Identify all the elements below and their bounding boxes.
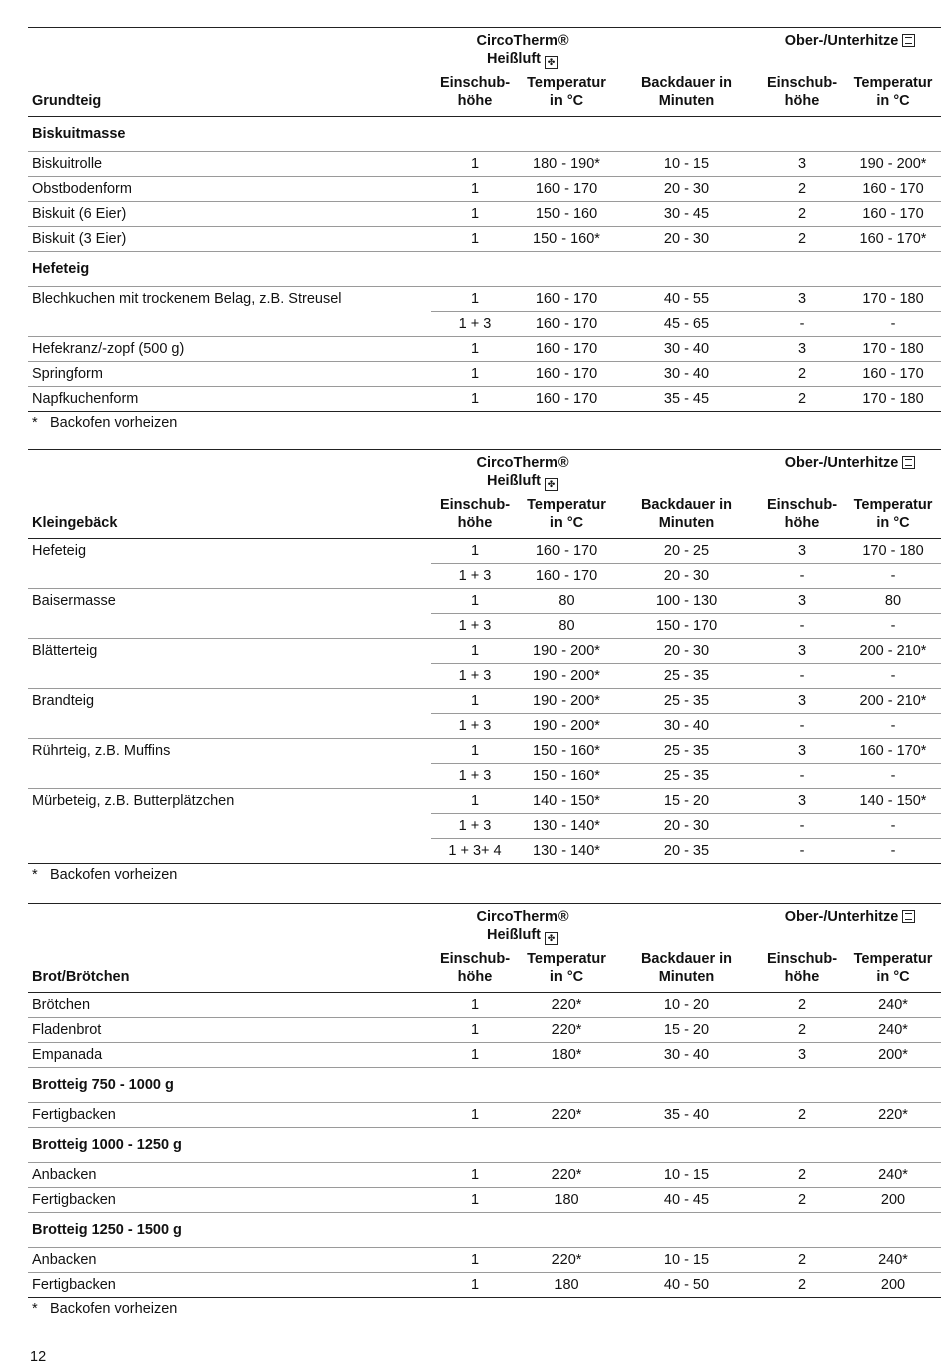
row-label: Napfkuchenform [28, 387, 431, 412]
cell-value: - [845, 764, 941, 789]
cell-value: 1 + 3 [431, 564, 519, 589]
table-row [28, 1273, 941, 1298]
table-body [28, 539, 941, 864]
cell-value: 150 - 160* [519, 227, 614, 252]
ober-unterhitze-label: Ober-/Unterhitze [784, 909, 899, 925]
circotherm-label: CircoTherm® [476, 909, 569, 925]
group-heading: Brotteig 750 - 1000 g [28, 1068, 941, 1103]
cell-value: 25 - 35 [614, 739, 759, 764]
cell-value: 220* [519, 1163, 614, 1188]
cell-value: 200 [845, 1188, 941, 1213]
cell-value: 1 [431, 789, 519, 814]
table-row [28, 1103, 941, 1128]
cell-value: 1 + 3+ 4 [431, 839, 519, 864]
table [28, 449, 941, 864]
cell-value: 2 [759, 1188, 845, 1213]
cell-value: 1 [431, 993, 519, 1018]
cell-value: 160 - 170 [519, 539, 614, 564]
cell-value: 20 - 25 [614, 539, 759, 564]
table-row [28, 564, 941, 589]
table-row [28, 202, 941, 227]
cell-value: 1 [431, 539, 519, 564]
cell-value: 150 - 160* [519, 739, 614, 764]
table-row [28, 1018, 941, 1043]
table-row [28, 789, 941, 814]
row-label [28, 764, 431, 789]
cell-value: 240* [845, 1163, 941, 1188]
cell-value: 220* [519, 993, 614, 1018]
cell-value: 160 - 170 [845, 202, 941, 227]
table-row [28, 337, 941, 362]
cell-value: 150 - 160* [519, 764, 614, 789]
fan-icon: ✤ [545, 932, 558, 945]
baking-table-brot [28, 903, 941, 1318]
table-row [28, 1248, 941, 1273]
cell-value: - [759, 564, 845, 589]
baking-table-grundteig [28, 27, 941, 432]
cell-value: 2 [759, 362, 845, 387]
cell-value: 35 - 40 [614, 1103, 759, 1128]
cell-value: 40 - 50 [614, 1273, 759, 1298]
cell-value: 10 - 15 [614, 152, 759, 177]
cell-value: 160 - 170 [519, 287, 614, 312]
cell-value: 1 + 3 [431, 664, 519, 689]
cell-value: 100 - 130 [614, 589, 759, 614]
cell-value: 160 - 170 [519, 387, 614, 412]
group-heading: Biskuitmasse [28, 117, 941, 152]
table-row [28, 312, 941, 337]
row-label: Blechkuchen mit trockenem Belag, z.B. Streusel [32, 291, 342, 308]
row-label: Brandteig [32, 693, 95, 710]
row-label: Rührteig, z.B. Muffins [32, 743, 171, 760]
table-row [28, 1188, 941, 1213]
table-row [28, 814, 941, 839]
cell-value: 190 - 200* [519, 639, 614, 664]
table-row [28, 739, 941, 764]
cell-value: 2 [759, 1018, 845, 1043]
col-temp-ober: Temperatur in °C [853, 497, 933, 531]
cell-value: 20 - 35 [614, 839, 759, 864]
cell-value: 3 [759, 539, 845, 564]
cell-value: 160 - 170 [519, 362, 614, 387]
row-label [28, 714, 431, 739]
cell-value: 1 [431, 1163, 519, 1188]
cell-value: 80 [519, 589, 614, 614]
col-temp-ober: Temperatur in °C [853, 951, 933, 985]
cell-value: 190 - 200* [519, 689, 614, 714]
row-label: Fertigbacken [28, 1273, 431, 1298]
cell-value: 80 [519, 614, 614, 639]
row-label [28, 614, 431, 639]
cell-value: 3 [759, 789, 845, 814]
cell-value: 240* [845, 993, 941, 1018]
cell-value: 130 - 140* [519, 814, 614, 839]
row-label: Mürbeteig, z.B. Butterplätzchen [32, 793, 235, 810]
cell-value: 180 - 190* [519, 152, 614, 177]
cell-value: - [845, 839, 941, 864]
cell-value: 15 - 20 [614, 789, 759, 814]
table [28, 903, 941, 1298]
cell-value: 1 + 3 [431, 312, 519, 337]
cell-value: 3 [759, 689, 845, 714]
cell-value: 40 - 45 [614, 1188, 759, 1213]
cell-value: 30 - 40 [614, 1043, 759, 1068]
cell-value: 3 [759, 639, 845, 664]
ober-unterhitze-label: Ober-/Unterhitze [784, 33, 899, 49]
cell-value: 1 [431, 227, 519, 252]
table-row [28, 1043, 941, 1068]
cell-value: 200 - 210* [845, 689, 941, 714]
cell-value: 3 [759, 152, 845, 177]
cell-value: 1 [431, 152, 519, 177]
cell-value: 1 [431, 387, 519, 412]
cell-value: 25 - 35 [614, 689, 759, 714]
top-bottom-heat-icon [902, 910, 915, 923]
table-row [28, 287, 941, 312]
cell-value: 10 - 15 [614, 1163, 759, 1188]
cell-value: 10 - 20 [614, 993, 759, 1018]
table-row [28, 589, 941, 614]
cell-value: - [759, 764, 845, 789]
cell-value: - [759, 714, 845, 739]
row-label: Brötchen [28, 993, 431, 1018]
row-label: Springform [28, 362, 431, 387]
cell-value: 240* [845, 1018, 941, 1043]
cell-value: 2 [759, 1248, 845, 1273]
cell-value: 140 - 150* [845, 789, 941, 814]
cell-value: 190 - 200* [519, 714, 614, 739]
row-label: Blätterteig [32, 643, 98, 660]
cell-value: - [845, 312, 941, 337]
cell-value: 1 [431, 362, 519, 387]
col-einschub-ober: Einschub- höhe [766, 75, 838, 109]
cell-value: 160 - 170 [519, 312, 614, 337]
cell-value: 25 - 35 [614, 664, 759, 689]
cell-value: 1 [431, 589, 519, 614]
cell-value: - [759, 312, 845, 337]
cell-value: 2 [759, 993, 845, 1018]
cell-value: - [845, 614, 941, 639]
cell-value: 170 - 180 [845, 337, 941, 362]
cell-value: 20 - 30 [614, 564, 759, 589]
cell-value: 30 - 40 [614, 362, 759, 387]
cell-value: 180 [519, 1273, 614, 1298]
table-header [28, 904, 941, 993]
heissluft-label: Heißluft [487, 927, 541, 943]
cell-value: 1 [431, 689, 519, 714]
ober-unterhitze-header [759, 904, 941, 946]
fan-icon: ✤ [545, 56, 558, 69]
col-backdauer: Backdauer in Minuten [640, 75, 733, 109]
row-label [28, 312, 431, 337]
cell-value: 170 - 180 [845, 539, 941, 564]
row-label [28, 814, 431, 839]
table-row [28, 387, 941, 412]
table-title: Grundteig [32, 93, 102, 109]
table-header [28, 28, 941, 117]
table-row [28, 993, 941, 1018]
cell-value: 2 [759, 177, 845, 202]
cell-value: 35 - 45 [614, 387, 759, 412]
col-einschub-circo: Einschub- höhe [439, 497, 511, 531]
table-row [28, 764, 941, 789]
cell-value: - [759, 839, 845, 864]
heissluft-label: Heißluft [487, 473, 541, 489]
cell-value: 220* [845, 1103, 941, 1128]
cell-value: 20 - 30 [614, 177, 759, 202]
cell-value: - [845, 664, 941, 689]
cell-value: 170 - 180 [845, 287, 941, 312]
cell-value: 45 - 65 [614, 312, 759, 337]
footnote: * Backofen vorheizen [32, 1301, 178, 1317]
table-row [28, 177, 941, 202]
cell-value: 130 - 140* [519, 839, 614, 864]
cell-value: - [759, 614, 845, 639]
col-temp-circo: Temperatur in °C [527, 75, 606, 109]
row-label: Fladenbrot [28, 1018, 431, 1043]
cell-value: 220* [519, 1018, 614, 1043]
cell-value: 220* [519, 1248, 614, 1273]
circotherm-label: CircoTherm® [476, 33, 569, 49]
cell-value: 20 - 30 [614, 639, 759, 664]
cell-value: 160 - 170* [845, 739, 941, 764]
cell-value: 1 [431, 177, 519, 202]
cell-value: 140 - 150* [519, 789, 614, 814]
table-body [28, 993, 941, 1298]
cell-value: - [845, 564, 941, 589]
top-bottom-heat-icon [902, 456, 915, 469]
cell-value: 1 [431, 287, 519, 312]
col-temp-ober: Temperatur in °C [853, 75, 933, 109]
cell-value: 160 - 170 [845, 362, 941, 387]
row-label: Biskuitrolle [28, 152, 431, 177]
cell-value: 1 [431, 337, 519, 362]
cell-value: 1 + 3 [431, 614, 519, 639]
cell-value: - [759, 814, 845, 839]
cell-value: 160 - 170 [845, 177, 941, 202]
table-row [28, 664, 941, 689]
ober-unterhitze-header [759, 28, 941, 70]
cell-value: 3 [759, 1043, 845, 1068]
cell-value: 20 - 30 [614, 814, 759, 839]
circotherm-header [431, 450, 614, 492]
cell-value: 150 - 170 [614, 614, 759, 639]
cell-value: 200 [845, 1273, 941, 1298]
cell-value: 2 [759, 1103, 845, 1128]
col-temp-circo: Temperatur in °C [527, 497, 606, 531]
table-row [28, 639, 941, 664]
col-einschub-ober: Einschub- höhe [766, 497, 838, 531]
cell-value: 1 + 3 [431, 764, 519, 789]
table-row [28, 362, 941, 387]
cell-value: 3 [759, 589, 845, 614]
cell-value: 190 - 200* [845, 152, 941, 177]
table-title: Kleingebäck [32, 515, 118, 531]
cell-value: - [759, 664, 845, 689]
cell-value: 1 [431, 1188, 519, 1213]
cell-value: - [845, 714, 941, 739]
cell-value: 3 [759, 287, 845, 312]
ober-unterhitze-label: Ober-/Unterhitze [784, 455, 899, 471]
cell-value: 200 - 210* [845, 639, 941, 664]
table-row [28, 689, 941, 714]
table-body [28, 117, 941, 412]
row-label: Biskuit (3 Eier) [28, 227, 431, 252]
table-row [28, 839, 941, 864]
cell-value: 15 - 20 [614, 1018, 759, 1043]
row-label: Anbacken [28, 1248, 431, 1273]
cell-value: 1 [431, 1273, 519, 1298]
table-row [28, 714, 941, 739]
table-row [28, 539, 941, 564]
cell-value: 170 - 180 [845, 387, 941, 412]
row-label: Empanada [28, 1043, 431, 1068]
cell-value: 30 - 40 [614, 714, 759, 739]
row-label: Fertigbacken [28, 1188, 431, 1213]
cell-value: - [845, 814, 941, 839]
cell-value: 30 - 45 [614, 202, 759, 227]
cell-value: 160 - 170 [519, 564, 614, 589]
cell-value: 30 - 40 [614, 337, 759, 362]
cell-value: 80 [845, 589, 941, 614]
page-number: 12 [30, 1349, 47, 1365]
cell-value: 180 [519, 1188, 614, 1213]
row-label: Hefeteig [32, 543, 87, 560]
col-einschub-ober: Einschub- höhe [766, 951, 838, 985]
cell-value: 180* [519, 1043, 614, 1068]
table [28, 27, 941, 412]
ober-unterhitze-header [759, 450, 941, 492]
cell-value: 1 [431, 639, 519, 664]
cell-value: 40 - 55 [614, 287, 759, 312]
footnote: * Backofen vorheizen [32, 415, 178, 431]
cell-value: 1 [431, 202, 519, 227]
cell-value: 190 - 200* [519, 664, 614, 689]
cell-value: 2 [759, 1273, 845, 1298]
cell-value: 240* [845, 1248, 941, 1273]
row-label: Obstbodenform [28, 177, 431, 202]
group-heading: Brotteig 1000 - 1250 g [28, 1128, 941, 1163]
table-header [28, 450, 941, 539]
top-bottom-heat-icon [902, 34, 915, 47]
circotherm-header [431, 904, 614, 946]
cell-value: 1 [431, 1103, 519, 1128]
cell-value: 20 - 30 [614, 227, 759, 252]
heissluft-label: Heißluft [487, 51, 541, 67]
row-label: Anbacken [28, 1163, 431, 1188]
circotherm-header [431, 28, 614, 70]
cell-value: 3 [759, 337, 845, 362]
circotherm-label: CircoTherm® [476, 455, 569, 471]
table-row [28, 152, 941, 177]
row-label [28, 839, 431, 864]
cell-value: 2 [759, 202, 845, 227]
cell-value: 3 [759, 739, 845, 764]
table-row [28, 1163, 941, 1188]
col-backdauer: Backdauer in Minuten [640, 951, 733, 985]
cell-value: 160 - 170 [519, 337, 614, 362]
cell-value: 1 [431, 1248, 519, 1273]
row-label: Biskuit (6 Eier) [28, 202, 431, 227]
row-label: Hefekranz/-zopf (500 g) [28, 337, 431, 362]
cell-value: 1 + 3 [431, 714, 519, 739]
cell-value: 25 - 35 [614, 764, 759, 789]
row-label: Fertigbacken [28, 1103, 431, 1128]
cell-value: 2 [759, 387, 845, 412]
table-row [28, 227, 941, 252]
cell-value: 1 [431, 739, 519, 764]
cell-value: 150 - 160 [519, 202, 614, 227]
col-temp-circo: Temperatur in °C [527, 951, 606, 985]
cell-value: 160 - 170* [845, 227, 941, 252]
cell-value: 10 - 15 [614, 1248, 759, 1273]
row-label [28, 664, 431, 689]
col-einschub-circo: Einschub- höhe [439, 951, 511, 985]
table-title: Brot/Brötchen [32, 969, 130, 985]
group-heading: Brotteig 1250 - 1500 g [28, 1213, 941, 1248]
cell-value: 160 - 170 [519, 177, 614, 202]
footnote: * Backofen vorheizen [32, 867, 178, 883]
cell-value: 200* [845, 1043, 941, 1068]
col-einschub-circo: Einschub- höhe [439, 75, 511, 109]
table-row [28, 614, 941, 639]
baking-table-kleingebaeck [28, 449, 941, 884]
cell-value: 1 + 3 [431, 814, 519, 839]
cell-value: 2 [759, 1163, 845, 1188]
cell-value: 220* [519, 1103, 614, 1128]
row-label: Baisermasse [32, 593, 116, 610]
group-heading: Hefeteig [28, 252, 941, 287]
row-label [28, 564, 431, 589]
fan-icon: ✤ [545, 478, 558, 491]
cell-value: 1 [431, 1018, 519, 1043]
col-backdauer: Backdauer in Minuten [640, 497, 733, 531]
cell-value: 2 [759, 227, 845, 252]
cell-value: 1 [431, 1043, 519, 1068]
